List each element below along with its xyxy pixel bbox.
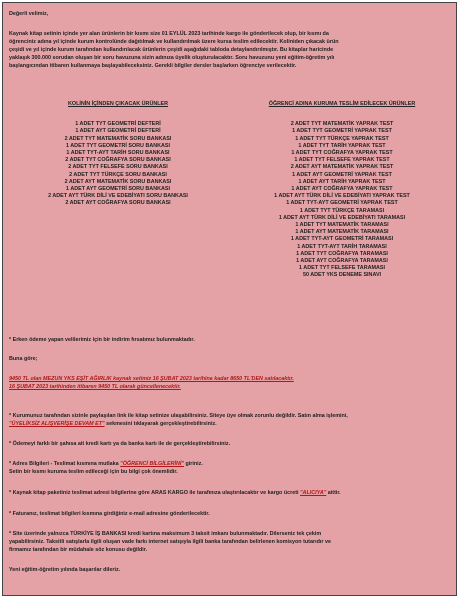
right-item: 1 ADET AYT TÜRK DİLİ VE EDEBİYATI YAPRAK TEST (274, 193, 410, 200)
intro-line-1: Kaynak kitap setinin içinde yer alan ürünlerin bir kısmı size 01 EYLÜL 2023 tarihinde kargo ile gönderilecek olup, bir kısmı da (9, 31, 329, 37)
closing-line: Yeni eğitim-öğretim yılında başarılar dileriz. (9, 567, 121, 573)
left-item: 2 ADET AYT TÜRK DİLİ VE EDEBİYATI SORU BANKASI (48, 193, 188, 200)
right-product-column (231, 101, 453, 280)
right-item: 1 ADET TYT TÜRKÇE TARAMASI (299, 207, 385, 214)
cargo-note: * Kaynak kitap paketiniz teslimat adresi bilgilerine göre ARAS KARGO ile tarafınıza ulaştırılacaktır ve kargo ücreti "ALICIYA" aittir. (9, 490, 341, 496)
left-item: 2 ADET AYT MATEMATİK SORU BANKASI (64, 178, 172, 185)
student-info-quote: "ÖĞRENCİ BİLGİLERİNİ" (120, 461, 184, 467)
right-item: 1 ADET TYT-AYT TARİH TARAMASI (297, 243, 387, 250)
price-line-1: 9450 TL olan MEZUN YKS EŞİT AĞIRLIK kaynak setimiz 16 ŞUBAT 2023 tarihine kadar 8650 TL'DEN satılacaktır. (9, 376, 294, 382)
right-item: 1 ADET TYT FELSEFE TARAMASI (299, 265, 385, 272)
right-item: 1 ADET AYT TARİH YAPRAK TEST (298, 178, 386, 185)
right-item: 50 ADET YKS DENEME SINAVI (302, 272, 382, 279)
right-item: 1 ADET AYT COĞRAFYA TARAMASI (296, 258, 388, 265)
right-item: 2 ADET AYT MATEMATİK YAPRAK TEST (290, 164, 394, 171)
left-item: 1 ADET TYT GEOMETRİ DEFTERİ (75, 121, 161, 128)
intro-line-2: öğrenciniz adına yıl içinde kurum kontrolünde dağıtılmak ve kullandırılmak üzere kursa teslim edilecektir. Koliniden çıkacak ürün (9, 39, 339, 45)
right-item: 1 ADET TYT-AYT GEOMETRİ YAPRAK TEST (286, 200, 398, 207)
right-item: 2 ADET TYT MATEMATİK YAPRAK TEST (290, 121, 394, 128)
invoice-note: * Faturanız, teslimat bilgileri kısmına girdiğiniz e-mail adresine gönderilecektir. (9, 511, 210, 517)
left-item: 1 ADET TYT GEOMETRİ SORU BANKASI (65, 142, 171, 149)
left-item: 1 ADET AYT GEOMETRİ DEFTERİ (75, 128, 161, 135)
right-item: 1 ADET TYT MATEMATİK TARAMASI (295, 222, 389, 229)
intro-line-4: yaklaşık 300.000 sorudan oluşan bir soru havuzuna sizin adınıza üyelik oluşturulacaktır. Soru havuzunu yeni eğitim-öğretim yılı (9, 55, 335, 61)
right-item: 1 ADET TYT TARİH YAPRAK TEST (298, 142, 386, 149)
right-column-header: ÖĞRENCİ ADINA KURUMA TESLİM EDİLECEK ÜRÜNLER (268, 101, 416, 107)
left-item: 2 ADET TYT MATEMATİK SORU BANKASI (64, 135, 172, 142)
greeting: Değerli velimiz, (9, 11, 49, 17)
left-item: 1 ADET TYT-AYT TARİH SORU BANKASI (66, 150, 170, 157)
site-line-1: * Site üzerinde yalnızca TÜRKİYE İŞ BANKASI kredi kartına maksimum 3 taksit imkanı bulunmaktadır. Dilerseniz tek çekim (9, 531, 322, 537)
right-item: 1 ADET AYT GEOMETRİ YAPRAK TEST (292, 171, 392, 178)
price-line-2: 16 ŞUBAT 2023 tarihinden itibaren 9450 TL olarak güncellenecektir. (9, 384, 181, 390)
link-info-line-2: "ÜYELİKSİZ ALIŞVERİŞE DEVAM ET" sekmesini tıklayarak gerçekleştirebilirsiniz. (9, 421, 217, 427)
buna-gore: Buna göre; (9, 356, 38, 362)
guest-checkout-link[interactable]: "ÜYELİKSİZ ALIŞVERİŞE DEVAM ET" (9, 421, 105, 427)
left-item: 2 ADET TYT COĞRAFYA SORU BANKASI (65, 157, 171, 164)
right-item: 1 ADET TYT COĞRAFYA TARAMASI (296, 250, 388, 257)
right-item: 1 ADET TYT-AYT GEOMETRİ TARAMASI (290, 236, 394, 243)
right-item: 1 ADET AYT MATEMATİK TARAMASI (295, 229, 389, 236)
intro-line-3: çeşidi ve yıl içinde kurum tarafından kullandırılacak ürünlerin çeşidi aşağıdaki tabloda detaylandırılmıştır. Bu kitaplar haricinde (9, 47, 334, 53)
intro-line-5: başlangıcından itibaren kullanmaya başlayabileceksiniz. Gerekli bilgiler dersler başlarken öğrenciye verilecektir. (9, 63, 297, 69)
left-item: 2 ADET TYT TÜRKÇE SORU BANKASI (69, 171, 167, 178)
site-line-3: firmamız tarafından bir müdahale söz konusu değildir. (9, 547, 148, 553)
left-item: 1 ADET AYT GEOMETRİ SORU BANKASI (66, 186, 170, 193)
right-item: 1 ADET TYT TÜRKÇE YAPRAK TEST (295, 135, 389, 142)
payment-note: * Ödemeyi farklı bir şahısa ait kredi kartı ya da banka kartı ile de gerçekleştirebilirsiniz. (9, 441, 231, 447)
right-item: 1 ADET AYT TÜRK DİLİ VE EDEBİYATI TARAMASI (278, 214, 406, 221)
left-item: 2 ADET AYT COĞRAFYA SORU BANKASI (65, 200, 171, 207)
right-item: 1 ADET TYT COĞRAFYA YAPRAK TEST (291, 150, 393, 157)
left-item: 2 ADET TYT FELSEFE SORU BANKASI (68, 164, 168, 171)
left-column-header: KOLİNİN İÇİNDEN ÇIKACAK ÜRÜNLER (67, 101, 169, 107)
right-item: 1 ADET TYT FELSEFE YAPRAK TEST (294, 157, 390, 164)
site-line-2: yapabilirsiniz. Taksitli satışlarla ilgili oluşan vade farkı internet satışıyla ilgili banka tarafından belirlenen komisyon tutarıdır ve (9, 539, 331, 545)
link-info-line-1: * Kurumunuz tarafından sizinle paylaşılan link ile kitap setinize ulaşabilirsiniz. Siteye üye olmak zorunlu değildir. Satın alma işlemini, (9, 413, 348, 419)
left-product-column (13, 101, 223, 208)
early-payment-note: * Erken ödeme yapan velilerimiz için bir indirim fırsatımız bulunmaktadır. (9, 337, 195, 343)
address-line-2: Setin bir kısmı kuruma teslim edileceği için bu bilgi çok önemlidir. (9, 469, 178, 475)
letter-panel (2, 2, 457, 596)
right-item: 1 ADET AYT COĞRAFYA YAPRAK TEST (291, 186, 393, 193)
address-line-1: * Adres Bilgileri - Teslimat kısmına mutlaka "ÖĞRENCİ BİLGİLERİNİ" giriniz. (9, 461, 203, 467)
right-item: 1 ADET TYT GEOMETRİ YAPRAK TEST (292, 128, 392, 135)
alici-quote: "ALICIYA" (300, 490, 327, 496)
